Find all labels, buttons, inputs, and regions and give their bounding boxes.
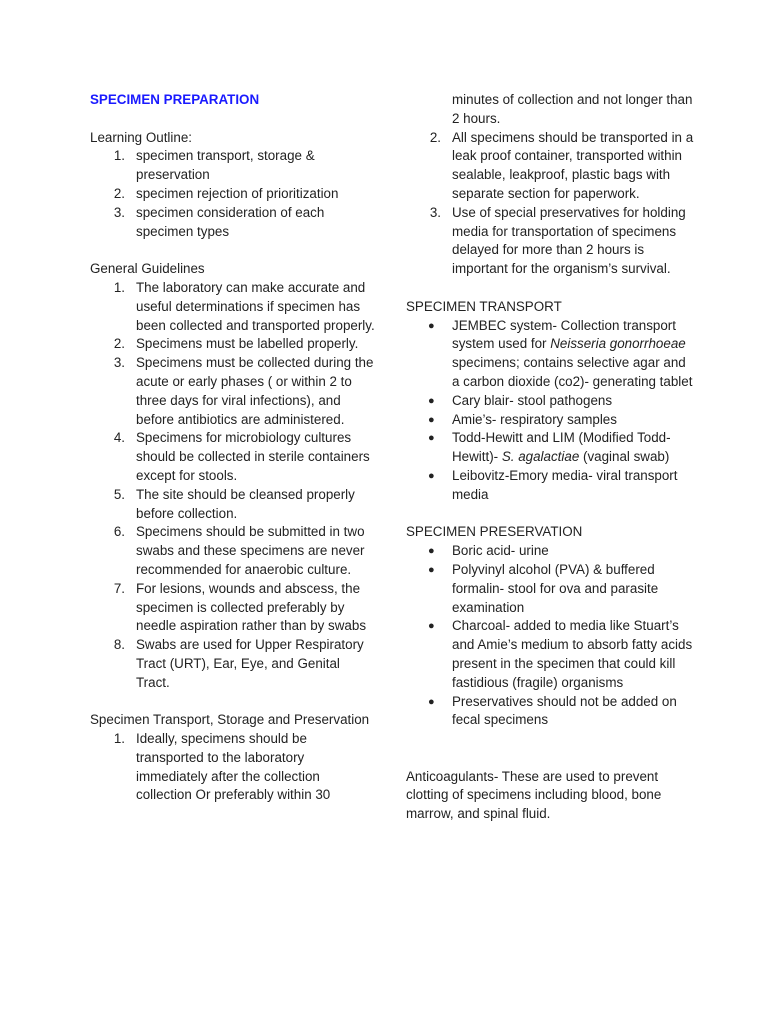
list-item: 2. Specimens must be labelled properly. [113,336,359,352]
general-guidelines-heading: General Guidelines [90,261,205,277]
bullet-icon: ● [428,319,435,332]
bullet-icon: ● [428,413,435,426]
list-item: 6. Specimens should be submitted in two swabs and these specimens are never recommended for anaerobic culture. [113,524,365,577]
list-item: 2. All specimens should be transported in a leak proof container, transported within sealable, leakproof, plastic bags with separate section for paperwork. [429,129,694,201]
transport-storage-list-continued [406,129,696,279]
list-item: ● Leibovitz-Emory media- viral transport media [428,467,678,502]
transport-storage-list [90,730,375,805]
bullet-icon: ● [428,695,435,708]
bullet-icon: ● [428,432,435,445]
list-item: ● JEMBEC system- Collection transport system used for Neisseria gonorrhoeae specimens; contains selective agar and a carbon dioxide (co2)- generating tablet [428,317,693,389]
right-column [406,91,696,824]
list-item: 5. The site should be cleansed properly before collection. [113,486,355,521]
list-item: 2. specimen rejection of prioritization [113,185,339,201]
bullet-icon: ● [428,469,435,482]
list-item: ● Polyvinyl alcohol (PVA) & buffered formalin- stool for ova and parasite examination [428,561,659,615]
bullet-icon: ● [428,394,435,407]
general-guidelines-list [90,279,375,693]
list-item: 3. specimen consideration of each specimen types [113,204,325,239]
specimen-transport-list [406,317,696,505]
list-item: ● Amie’s- respiratory samples [406,411,696,430]
specimen-preservation-list [406,542,696,730]
specimen-preservation-heading: SPECIMEN PRESERVATION [406,524,583,540]
list-item: 3. Specimens must be collected during the acute or early phases ( or within 2 to three days for viral infections), and before antibiotics are administered. [113,355,374,427]
bullet-icon: ● [428,563,435,576]
learning-outline-list [90,147,375,241]
list-item: 1. The laboratory can make accurate and useful determinations if specimen has been collected and transported properly. [113,279,375,333]
anticoagulants-paragraph: Anticoagulants- These are used to prevent clotting of specimens including blood, bone marrow, and spinal fluid. [406,768,662,822]
list-item: ● Boric acid- urine [406,542,696,561]
list-item: ● Preservatives should not be added on fecal specimens [428,693,677,728]
transport-storage-heading: Specimen Transport, Storage and Preservation [90,712,370,728]
list-item: 7. For lesions, wounds and abscess, the specimen is collected preferably by needle aspiration rather than by swabs [113,580,367,634]
bullet-icon: ● [428,620,435,633]
list-item: 1. specimen transport, storage & preservation [113,148,315,183]
document-title: SPECIMEN PREPARATION [90,92,260,107]
specimen-transport-heading: SPECIMEN TRANSPORT [406,298,562,314]
list-item: ● Todd-Hewitt and LIM (Modified Todd-Hewitt)- S. agalactiae (vaginal swab) [428,430,671,465]
list-item: 8. Swabs are used for Upper Respiratory Tract (URT), Ear, Eye, and Genital Tract. [113,637,364,690]
list-item: ● Cary blair- stool pathogens [406,392,696,411]
left-column [90,91,375,805]
list-item: 3. Use of special preservatives for holding media for transportation of specimens delayed for more than 2 hours is important for the organism’s survival. [429,204,686,277]
list-item: 4. Specimens for microbiology cultures should be collected in sterile containers except for stools. [113,430,370,483]
list-item: 1. Ideally, specimens should be transported to the laboratory immediately after the collection collection Or preferably within 30 [113,731,331,803]
learning-outline-heading: Learning Outline: [90,129,192,145]
bullet-icon: ● [428,545,435,558]
list-item: ● Charcoal- added to media like Stuart’s and Amie’s medium to absorb fatty acids present in the specimen that could kill fastidious (fragile) organisms [428,618,693,690]
list-item-continuation: minutes of collection and not longer than 2 hours. [452,92,693,126]
